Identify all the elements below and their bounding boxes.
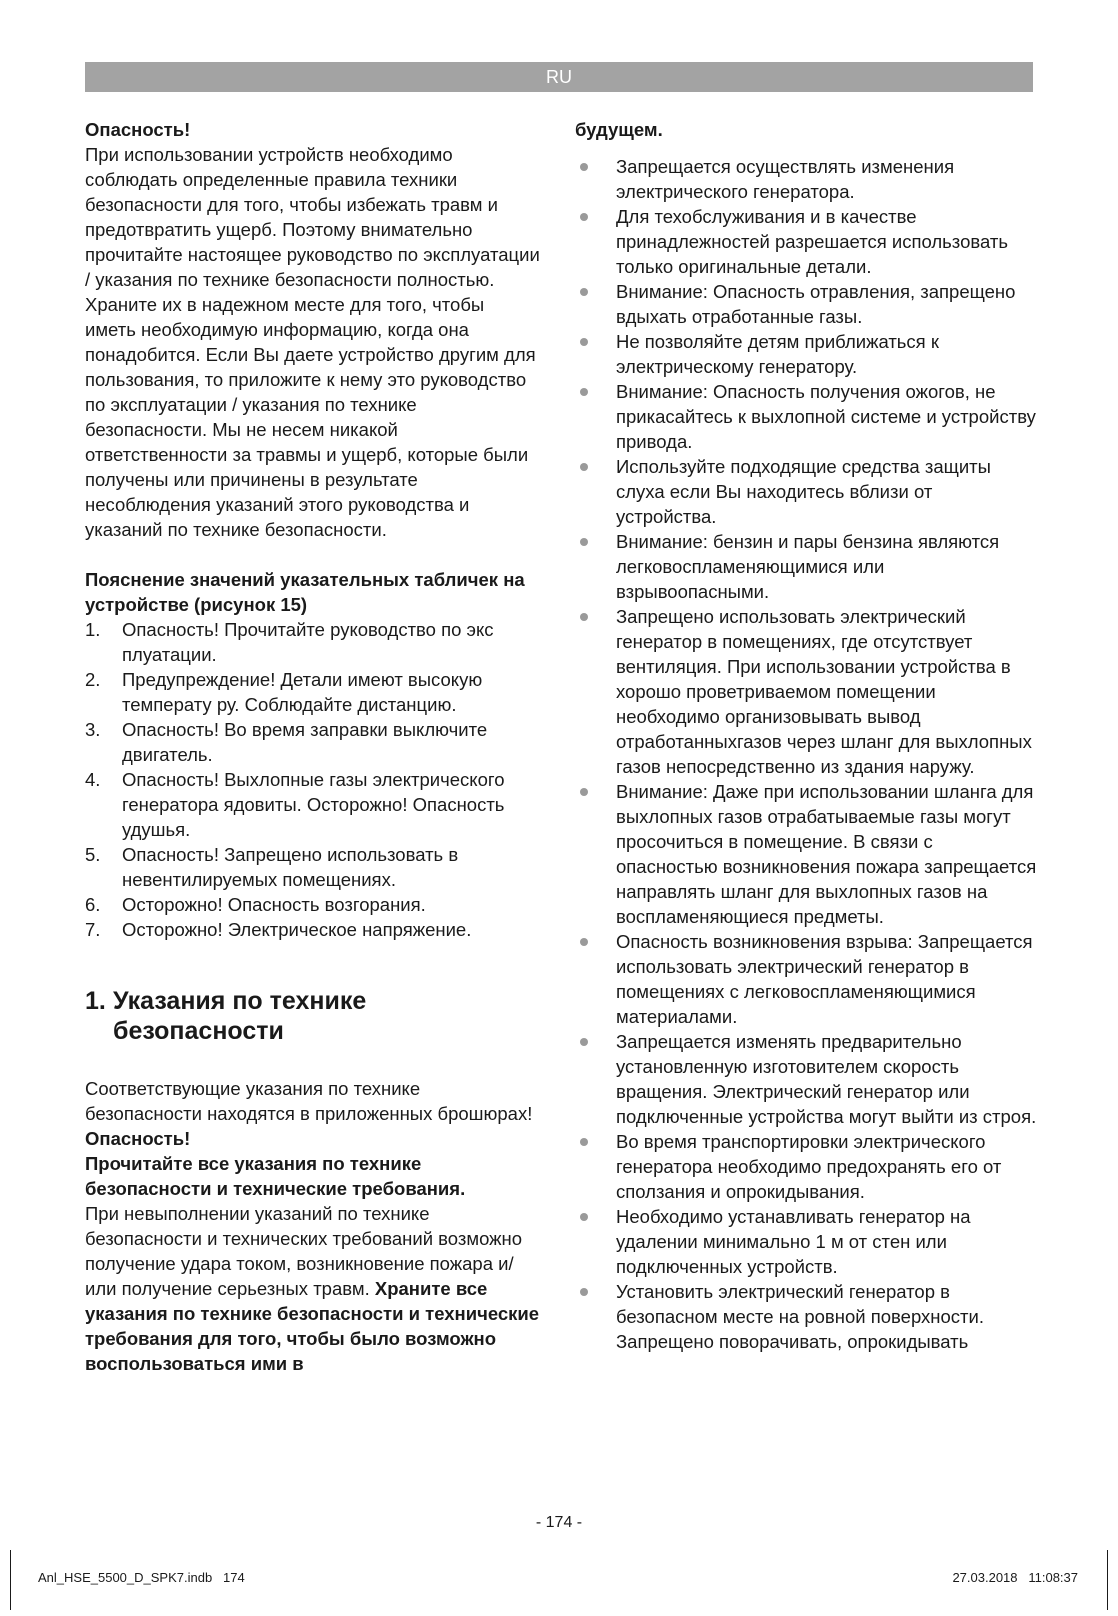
danger-heading-2: Опасность!	[85, 1128, 191, 1149]
left-column	[85, 117, 540, 1376]
safety-bullet: Внимание: Опасность получения ожогов, не прикасайтесь к выхлопной системе и устройству привода.	[575, 379, 1037, 454]
crop-mark-left	[10, 1550, 11, 1610]
language-bar	[85, 62, 1033, 92]
safety-bullet: Запрещается осуществлять изменения электрического генератора.	[575, 154, 1037, 204]
safety-bullet: Опасность возникновения взрыва: Запрещается использовать электрический генератор в помещениях с легковоспламеняющимися материалами.	[575, 929, 1037, 1029]
safety-bullet: Не позволяйте детям приближаться к электрическому генератору.	[575, 329, 1037, 379]
read-all-instructions: Прочитайте все указания по технике безопасности и технические требования.	[85, 1153, 466, 1199]
page-number: - 174 -	[535, 1514, 583, 1531]
safety-bullet: Внимание: Даже при использовании шланга для выхлопных газов отрабатываемые газы могут просочиться в помещение. В связи с опасностью возникновения пожара запрещается направлять шланг для выхлопных газов на воспламеняющиеся предметы.	[575, 779, 1037, 929]
continuation-text: будущем.	[575, 119, 663, 140]
safety-bullet: Запрещается изменять предварительно установленную изготовителем скорость вращения. Электрический генератор или подключенные устройства могут выйти из строя.	[575, 1029, 1037, 1129]
right-column	[575, 117, 1037, 1354]
sign-item: 2. Предупреждение! Детали имеют высокую температу ру. Соблюдайте дистанцию.	[85, 669, 483, 715]
sign-item: 1. Опасность! Прочитайте руководство по экс плуатации.	[85, 619, 494, 665]
signs-list	[85, 617, 540, 942]
section-heading	[85, 986, 540, 1046]
sign-item: 5. Опасность! Запрещено использовать в невентилируемых помещениях.	[85, 844, 459, 890]
sign-item: 4. Опасность! Выхлопные газы электрического генератора ядовиты. Осторожно! Опасность удушья.	[85, 769, 505, 840]
sign-item: 3. Опасность! Во время заправки выключите двигатель.	[85, 719, 488, 765]
footer-timestamp: 27.03.2018 11:08:37	[952, 1570, 1078, 1585]
safety-bullet-list	[575, 154, 1037, 1354]
safety-bullet: Внимание: Опасность отравления, запрещено вдыхать отработанные газы.	[575, 279, 1037, 329]
keep-instructions: Храните все указания по технике безопасности и технические требования для того, чтобы было возможно воспользоваться ими в	[85, 1278, 540, 1374]
safety-bullet: Установить электрический генератор в безопасном месте на ровной поверхности. Запрещено поворачивать, опрокидывать	[575, 1279, 1037, 1354]
sign-item: 7. Осторожно! Электрическое напряжение.	[85, 919, 472, 940]
section-intro: Соответствующие указания по технике безопасности находятся в приложенных брошюрах!	[85, 1078, 533, 1124]
intro-paragraph: При использовании устройств необходимо соблюдать определенные правила техники безопасности для того, чтобы избежать травм и предотвратить ущерб. Поэтому внимательно прочитайте настоящее руководство по эксплуатации / указания по технике безопасности полностью. Храните их в надежном месте для того, чтобы иметь необходимую информацию, когда она понадобится. Если Вы даете устройство другим для пользования, то приложите к нему это руководство по эксплуатации / указания по технике безопасности. Мы не несем никакой ответственности за травмы и ущерб, которые были получены или причинены в результате несоблюдения указаний этого руководства и указаний по технике безопасности.	[85, 144, 540, 540]
safety-bullet: Внимание: бензин и пары бензина являются легковоспламеняющимися или взрывоопасными.	[575, 529, 1037, 604]
safety-bullet: Используйте подходящие средства защиты слуха если Вы находитесь вблизи от устройства.	[575, 454, 1037, 529]
consequence-text: При невыполнении указаний по технике безопасности и технических требований возможно получение удара током, возникновение пожара и/или получение серьезных травм.	[85, 1203, 523, 1299]
section-title: Указания по технике безопасности	[113, 987, 367, 1045]
crop-mark-right	[1107, 1550, 1108, 1610]
danger-heading: Опасность!	[85, 119, 191, 140]
language-code: RU	[546, 67, 572, 87]
sign-item: 6. Осторожно! Опасность возгорания.	[85, 894, 426, 915]
section-number: 1.	[85, 987, 106, 1015]
safety-bullet: Запрещено использовать электрический генератор в помещениях, где отсутствует вентиляция. При использовании устройства в хорошо проветриваемом помещении необходимо организовывать вывод отработанныхгазов через шланг для выхлопных газов непосредственно из здания наружу.	[575, 604, 1037, 779]
safety-bullet: Во время транспортировки электрического генератора необходимо предохранять его от сползания и опрокидывания.	[575, 1129, 1037, 1204]
safety-bullet: Необходимо устанавливать генератор на удалении минимально 1 м от стен или подключенных устройств.	[575, 1204, 1037, 1279]
consequence-paragraph	[85, 1201, 540, 1376]
signs-heading: Пояснение значений указательных табличек на устройстве (рисунок 15)	[85, 569, 525, 615]
footer-file-info: Anl_HSE_5500_D_SPK7.indb 174	[38, 1570, 245, 1585]
safety-bullet: Для техобслуживания и в качестве принадлежностей разрешается использовать только оригинальные детали.	[575, 204, 1037, 279]
